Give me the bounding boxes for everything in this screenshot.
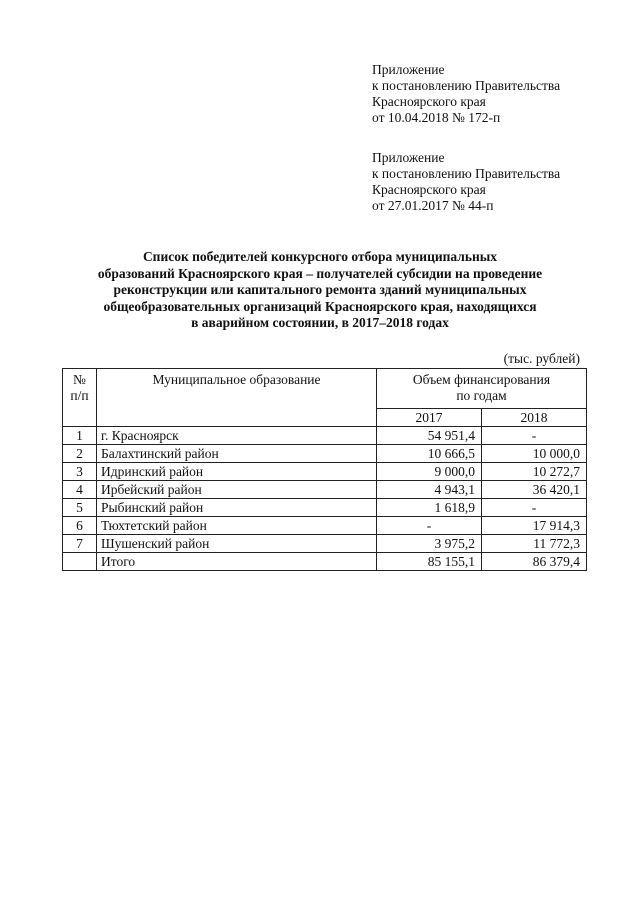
row-municipality: г. Красноярск (97, 427, 377, 445)
appendix-region: Красноярского края (372, 182, 486, 197)
table-row (63, 481, 587, 499)
header-year-2018: 2018 (482, 409, 587, 427)
row-number: 5 (63, 499, 97, 517)
appendix-original-block (372, 150, 560, 214)
document-title (40, 249, 600, 332)
row-municipality: Тюхтетский район (97, 517, 377, 535)
units-note: (тыс. рублей) (503, 351, 580, 366)
appendix-label: Приложение (372, 62, 445, 77)
row-value-2017: 10 666,5 (377, 445, 482, 463)
title-line: в аварийном состоянии, в 2017–2018 годах (191, 315, 449, 330)
row-municipality: Ирбейский район (97, 481, 377, 499)
appendix-decree-ref: к постановлению Правительства (372, 166, 561, 181)
table-row (63, 463, 587, 481)
row-value-2018: - (482, 499, 587, 517)
header-year-2017: 2017 (377, 409, 482, 427)
header-number (63, 369, 97, 427)
row-value-2018: 36 420,1 (482, 481, 587, 499)
total-label: Итого (97, 553, 377, 571)
row-value-2017: 54 951,4 (377, 427, 482, 445)
row-value-2018: - (482, 427, 587, 445)
title-line: Список победителей конкурсного отбора муниципальных (142, 249, 498, 264)
row-municipality: Балахтинский район (97, 445, 377, 463)
row-value-2018: 11 772,3 (482, 535, 587, 553)
row-value-2018: 10 000,0 (482, 445, 587, 463)
row-municipality: Идринский район (97, 463, 377, 481)
appendix-decree-ref: к постановлению Правительства (372, 78, 561, 93)
table-row (63, 517, 587, 535)
appendix-current-block (372, 62, 560, 126)
table-row (63, 499, 587, 517)
row-number: 1 (63, 427, 97, 445)
table-total-row (63, 553, 587, 571)
title-line: общеобразовательных организаций Красноярского края, находящихся (103, 298, 537, 314)
row-value-2017: 4 943,1 (377, 481, 482, 499)
appendix-region: Красноярского края (372, 94, 486, 109)
winners-table (62, 368, 587, 571)
row-value-2017: - (377, 517, 482, 535)
header-number-symbol: № (73, 372, 86, 387)
row-number: 7 (63, 535, 97, 553)
row-value-2018: 17 914,3 (482, 517, 587, 535)
header-funding-line: Объем финансирования (412, 372, 551, 387)
header-funding-line: по годам (456, 388, 507, 403)
total-number-cell (63, 553, 97, 571)
total-value-2017: 85 155,1 (377, 553, 482, 571)
appendix-date-number: от 27.01.2017 № 44-п (372, 198, 494, 213)
row-value-2017: 9 000,0 (377, 463, 482, 481)
row-municipality: Рыбинский район (97, 499, 377, 517)
header-funding (377, 369, 587, 409)
table-row (63, 535, 587, 553)
appendix-date-number: от 10.04.2018 № 172-п (372, 110, 501, 125)
row-number: 3 (63, 463, 97, 481)
appendix-label: Приложение (372, 150, 445, 165)
total-value-2018: 86 379,4 (482, 553, 587, 571)
header-municipality: Муниципальное образование (97, 369, 377, 427)
row-municipality: Шушенский район (97, 535, 377, 553)
row-value-2017: 1 618,9 (377, 499, 482, 517)
table-row (63, 445, 587, 463)
row-number: 4 (63, 481, 97, 499)
row-value-2017: 3 975,2 (377, 535, 482, 553)
row-number: 2 (63, 445, 97, 463)
row-value-2018: 10 272,7 (482, 463, 587, 481)
title-line: образований Красноярского края – получателей субсидии на проведение (97, 265, 543, 281)
title-line: реконструкции или капитального ремонта зданий муниципальных (113, 282, 527, 297)
table-row (63, 427, 587, 445)
row-number: 6 (63, 517, 97, 535)
table-header-row (63, 369, 587, 409)
header-number-abbr: п/п (70, 388, 89, 403)
